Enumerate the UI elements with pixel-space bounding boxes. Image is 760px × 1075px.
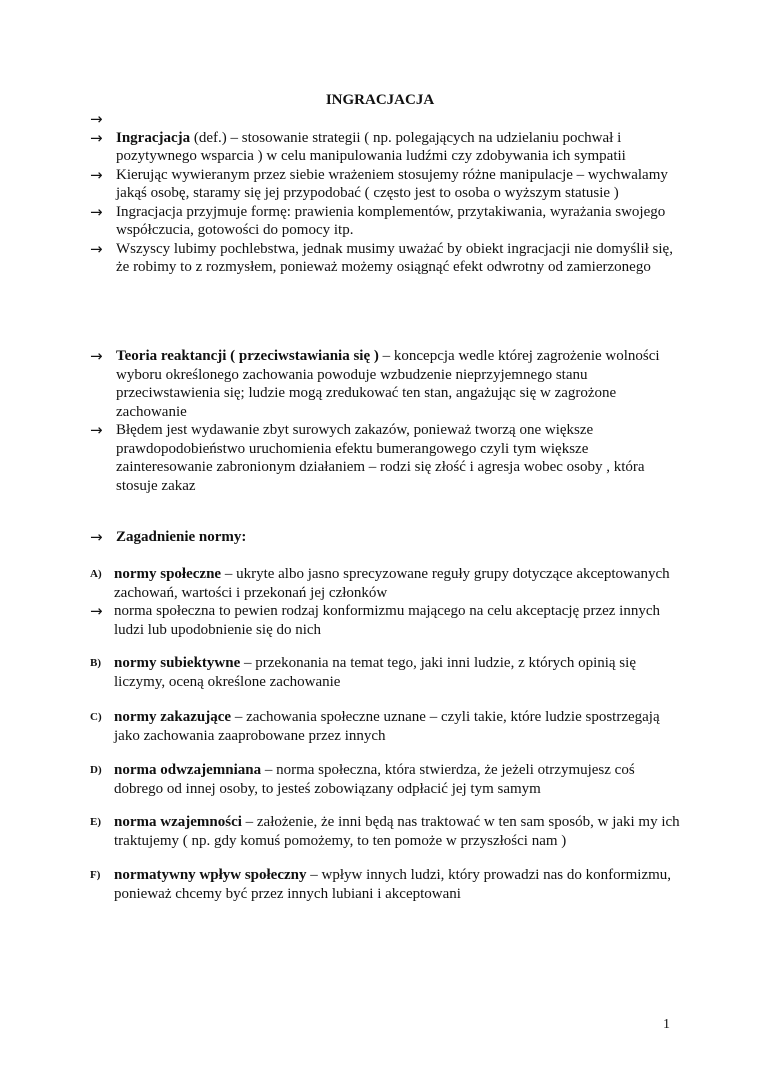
arrow-icon: → xyxy=(90,602,103,620)
section-normy-heading xyxy=(90,528,680,547)
item-letter: E) xyxy=(90,816,101,828)
bullet-item xyxy=(90,110,680,129)
bullet-text: Wszyscy lubimy pochlebstwa, jednak musimy uważać by obiekt ingracjacji nie domyślił się, że robimy to z rozmysłem, ponieważ możemy osiągnąć efekt odwrotny od zamierzonego xyxy=(116,240,673,275)
bullet-item xyxy=(90,528,680,547)
bullet-text: Błędem jest wydawanie zbyt surowych zakazów, ponieważ tworzą one większe prawdopodobieństwo uruchomienia efektu bumerangowego czyli tym większe zainteresowanie zabronionym działaniem – rodzi się złość i agresja wobec osoby , która stosuje zakaz xyxy=(116,422,645,494)
arrow-icon: → xyxy=(90,165,103,184)
lettered-item xyxy=(90,565,680,602)
arrow-icon: → xyxy=(90,110,103,128)
item-text: normy zakazujące – zachowania społeczne uznane – czyli takie, które ludzie spostrzegają jako zachowania zaaprobowane przez innych xyxy=(114,709,660,744)
arrow-icon: → xyxy=(90,347,103,365)
item-letter: C) xyxy=(90,711,102,723)
section-reaktancja xyxy=(90,347,680,495)
norm-item-d xyxy=(90,761,680,798)
lettered-item xyxy=(90,654,680,691)
bullet-item xyxy=(90,240,680,277)
lettered-item xyxy=(90,813,680,850)
norm-item-f xyxy=(90,866,680,903)
item-letter: B) xyxy=(90,657,101,669)
bullet-text: Kierując wywieranym przez siebie wrażeniem stosujemy różne manipulacje – wychwalamy jakąś osobę, staramy się jej przypodobać ( często jest to osoba o wyższym statusie ) xyxy=(116,166,668,201)
item-text: normy subiektywne – przekonania na temat tego, jaki inni ludzie, z których opinią się liczymy, oceną określone zachowanie xyxy=(114,655,636,690)
bullet-item xyxy=(90,166,680,203)
item-text: normy społeczne – ukryte albo jasno sprecyzowane reguły grupy dotyczące akceptowanych zachowań, wartości i przekonań jej członków xyxy=(114,566,670,601)
norm-item-a xyxy=(90,565,680,639)
norm-item-e xyxy=(90,813,680,850)
arrow-icon: → xyxy=(90,421,103,439)
bullet-item xyxy=(90,421,680,495)
section-ingracjacja xyxy=(90,110,680,277)
bullet-item xyxy=(90,602,680,639)
item-text: norma odwzajemniana – norma społeczna, która stwierdza, że jeżeli otrzymujesz coś dobrego od innej osoby, to jesteś zobowiązany odpłacić jej tym samym xyxy=(114,762,635,797)
item-letter: F) xyxy=(90,869,101,881)
page-number: 1 xyxy=(663,1017,670,1032)
bullet-text: Ingracjacja przyjmuje formę: prawienia komplementów, przytakiwania, wyrażania swojego współczucia, gotowości do pomocy itp. xyxy=(116,203,666,238)
lettered-item xyxy=(90,708,680,745)
item-text: normatywny wpływ społeczny – wpływ innych ludzi, który prowadzi nas do konformizmu, ponieważ chcemy być przez innych lubiani i akceptowani xyxy=(114,867,672,902)
bullet-item xyxy=(90,203,680,240)
bullet-text: Teoria reaktancji ( przeciwstawiania się ) – koncepcja wedle której zagrożenie wolności wyboru określonego zachowania powoduje wzbudzenie nieprzyjemnego stanu przeciwstawienia się; ludzie mogą zredukować ten stan, angażując się w zagrożone zachowanie xyxy=(116,348,660,420)
arrow-icon: → xyxy=(90,202,103,221)
bullet-text: Ingracjacja (def.) – stosowanie strategii ( np. polegających na udzielaniu pochwał i pozytywnego wsparcia ) w celu manipulowania ludźmi czy zdobywania ich sympatii xyxy=(116,129,626,164)
lettered-item xyxy=(90,761,680,798)
arrow-icon: → xyxy=(90,239,103,258)
section-heading: Zagadnienie normy: xyxy=(116,529,247,545)
lettered-item xyxy=(90,866,680,903)
item-letter: A) xyxy=(90,568,102,580)
item-letter: D) xyxy=(90,764,102,776)
item-text: norma wzajemności – założenie, że inni będą nas traktować w ten sam sposób, w jaki my ich traktujemy ( np. gdy komuś pomożemy, to ten pomoże w przyszłości nam ) xyxy=(114,814,680,849)
arrow-icon: → xyxy=(90,128,103,147)
document-title: INGRACJACJA xyxy=(325,92,435,108)
bullet-item xyxy=(90,347,680,421)
norm-item-c xyxy=(90,708,680,745)
item-text: norma społeczna to pewien rodzaj konformizmu mającego na celu akceptację przez innych ludzi lub upodobnienie się do nich xyxy=(114,603,660,638)
norm-item-b xyxy=(90,654,680,691)
arrow-icon: → xyxy=(90,528,103,546)
bullet-item xyxy=(90,129,680,166)
